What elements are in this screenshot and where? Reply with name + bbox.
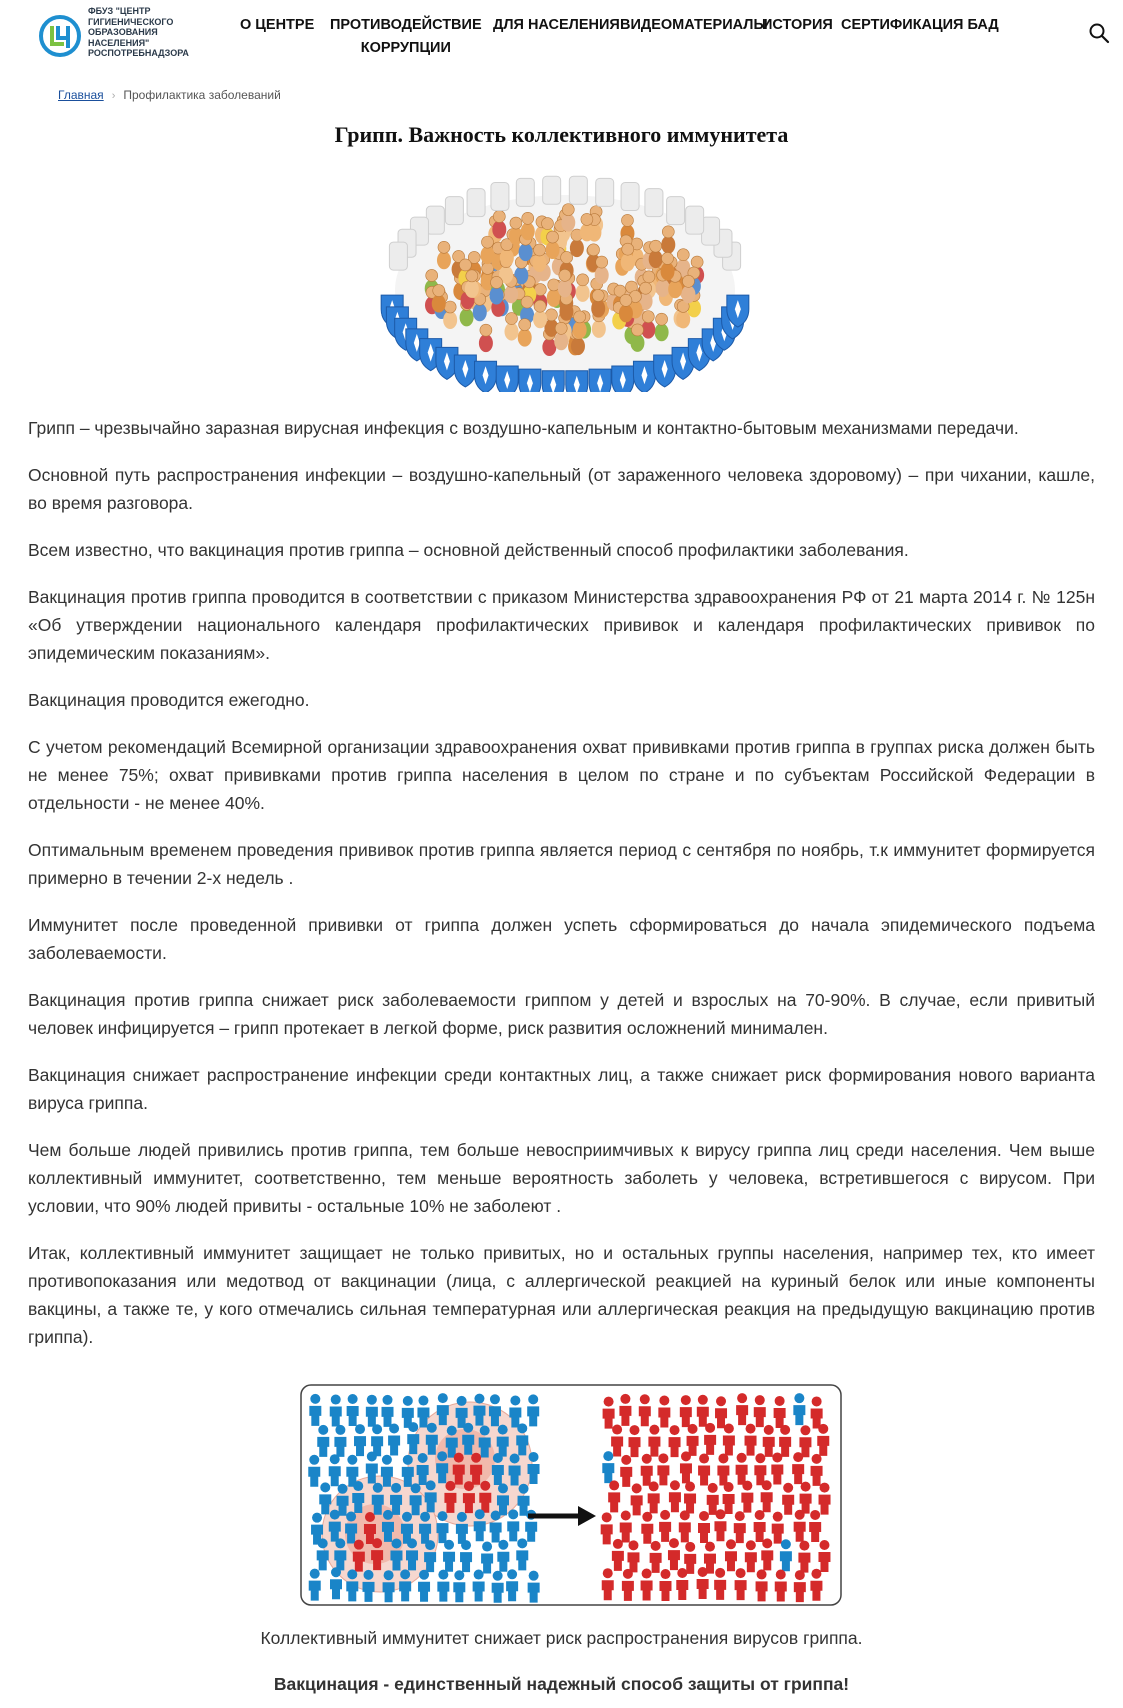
nav-about[interactable]: О ЦЕНТРЕ	[240, 17, 315, 33]
article-paragraph: Итак, коллективный иммунитет защищает не только привитых, но и остальных группы населения, например тех, кто имеет противопоказания или медотвод от вакцинации (лица, с аллергической реакцией на куриный белок или иные компоненты вакцины, а также те, у кого отмечались сильная температурная или аллергическая реакция на предыдущую вакцинацию против гриппа).	[28, 1243, 1095, 1347]
nav-video[interactable]: ВИДЕОМАТЕРИАЛЫ	[620, 17, 768, 33]
article-paragraph: Основной путь распространения инфекции – воздушно-капельный (от зараженного человека здоровому) – при чихании, кашле, во время разговора.	[28, 465, 1095, 513]
infection-spread-illustration	[300, 1384, 842, 1606]
vaccination-slogan: Вакцинация - единственный надежный способ защиты от гриппа!	[273, 1674, 850, 1694]
article-paragraph: Вакцинация проводится ежегодно.	[28, 690, 310, 710]
article-paragraph: Вакцинация против гриппа снижает риск заболеваемости гриппом у детей и взрослых на 70-90%. В случае, если привитый человек инфицируется – грипп протекает в легкой форме, риск развития осложнений минимален.	[28, 990, 1095, 1038]
article-paragraph: Вакцинация против гриппа проводится в соответствии с приказом Министерства здравоохранения РФ от 21 марта 2014 г. № 125н «Об утверждении национального календаря профилактических прививок и календаря профилактических прививок по эпидемическим показаниям».	[28, 587, 1095, 663]
breadcrumb-home-link[interactable]: Главная	[58, 88, 104, 102]
logo-text[interactable]: ФБУЗ "ЦЕНТР ГИГИЕНИЧЕСКОГО ОБРАЗОВАНИЯ НАСЕЛЕНИЯ" РОСПОТРЕБНАДЗОРА	[88, 6, 189, 58]
breadcrumb-separator-icon: ›	[111, 90, 116, 102]
nav-population[interactable]: ДЛЯ НАСЕЛЕНИЯ	[493, 17, 620, 33]
breadcrumb-current: Профилактика заболеваний	[123, 88, 281, 102]
crowd-group	[381, 176, 749, 392]
nav-history[interactable]: ИСТОРИЯ	[762, 17, 833, 33]
article-paragraph: Чем больше людей привились против гриппа, тем больше невосприимчивых к вирусу гриппа лиц среди населения. Чем выше коллективный иммунитет, соответственно, тем меньше вероятность заболеть у человека, встретившегося с вирусом. При условии, что 90% людей привиты - остальные 10% не заболеют .	[28, 1140, 1095, 1216]
logo-icon[interactable]	[38, 14, 82, 58]
herd-immunity-crowd-image	[370, 160, 760, 392]
article-paragraph: Всем известно, что вакцинация против гриппа – основной действенный способ профилактики заболевания.	[28, 540, 909, 560]
search-icon[interactable]	[1088, 22, 1110, 44]
nav-supplements[interactable]: СЕРТИФИКАЦИЯ БАД	[841, 17, 999, 33]
illustration-caption: Коллективный иммунитет снижает риск распространения вирусов гриппа.	[260, 1628, 863, 1648]
nav-anticorruption[interactable]: ПРОТИВОДЕЙСТВИЕ КОРРУПЦИИ	[330, 17, 482, 56]
article-paragraph: Оптимальным временем проведения прививок против гриппа является период с сентября по ноябрь, т.к иммунитет формируется примерно в течении 2-х недель .	[28, 840, 1095, 888]
article-paragraph: С учетом рекомендаций Всемирной организации здравоохранения охват прививками против гриппа в группах риска должен быть не менее 75%; охват прививками против гриппа населения в целом по стране и по субъектам Российской Федерации в отдельности - не менее 40%.	[28, 737, 1095, 813]
site-header	[0, 0, 1123, 78]
article-paragraph: Вакцинация снижает распространение инфекции среди контактных лиц, а также снижает риск формирования нового варианта вируса гриппа.	[28, 1065, 1095, 1113]
breadcrumb	[58, 88, 281, 102]
article-paragraph: Иммунитет после проведенной прививки от гриппа должен успеть сформироваться до начала эпидемического подъема заболеваемости.	[28, 915, 1095, 963]
article-body	[28, 414, 1095, 1370]
article-paragraph: Грипп – чрезвычайно заразная вирусная инфекция с воздушно-капельным и контактно-бытовым механизмами передачи.	[28, 418, 1019, 438]
page-title: Грипп. Важность коллективного иммунитета	[334, 122, 789, 147]
